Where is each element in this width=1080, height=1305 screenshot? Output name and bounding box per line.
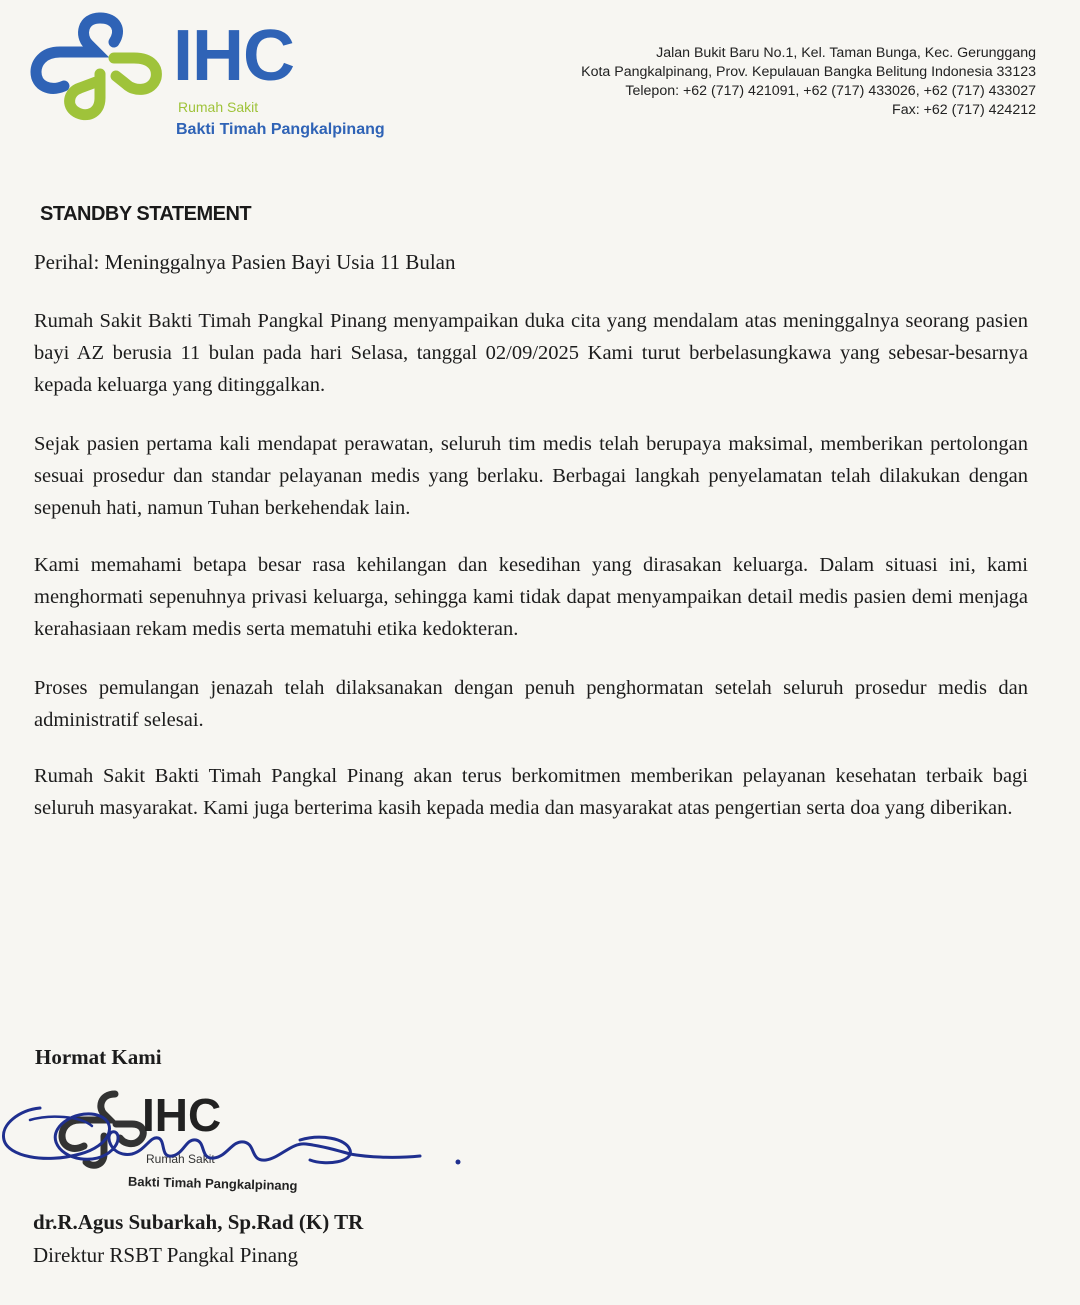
- document-title: STANDBY STATEMENT: [40, 203, 252, 225]
- hospital-name: Bakti Timah Pangkalpinang: [176, 121, 385, 138]
- body-paragraph: Rumah Sakit Bakti Timah Pangkal Pinang akan terus berkomitmen memberikan pelayanan kesehatan terbaik bagi seluruh masyarakat. Kami juga berterima kasih kepada media dan masyarakat atas pengertian serta doa yang diberikan.: [34, 765, 1028, 819]
- closing-salutation: Hormat Kami: [35, 1045, 162, 1069]
- address-line: Jalan Bukit Baru No.1, Kel. Taman Bunga, Kec. Gerunggang: [656, 45, 1036, 61]
- address-line: Telepon: +62 (717) 421091, +62 (717) 433026, +62 (717) 433027: [625, 83, 1036, 99]
- hospital-address: [581, 44, 1036, 120]
- stamp-hospital-name: Bakti Timah Pangkalpinang: [127, 1173, 298, 1194]
- address-line: Fax: +62 (717) 424212: [892, 102, 1036, 118]
- logo-wordmark: IHC: [173, 16, 294, 96]
- logo-subtitle: Rumah Sakit: [178, 99, 259, 115]
- body-paragraph: Proses pemulangan jenazah telah dilaksanakan dengan penuh penghormatan setelah seluruh prosedur medis dan administratif selesai.: [34, 677, 1028, 731]
- signer-title: Direktur RSBT Pangkal Pinang: [33, 1243, 299, 1267]
- ihc-cross-logo-icon: [30, 12, 170, 127]
- body-paragraph: Sejak pasien pertama kali mendapat perawatan, seluruh tim medis telah berupaya maksimal, memberikan pertolongan sesuai prosedur dan standar pelayanan medis yang berlaku. Berbagai langkah penyelamatan telah dilakukan dengan sepenuh hati, namun Tuhan berkehendak lain.: [34, 433, 1028, 519]
- body-paragraph: Kami memahami betapa besar rasa kehilangan dan kesedihan yang dirasakan keluarga. Dalam situasi ini, kami menghormati sepenuhnya privasi keluarga, sehingga kami tidak dapat menyampaikan detail medis pasien demi menjaga kerahasiaan rekam medis serta mematuhi etika kedokteran.: [34, 554, 1028, 640]
- document-subject: Perihal: Meninggalnya Pasien Bayi Usia 11 Bulan: [34, 250, 456, 274]
- signature-stamp: [0, 1080, 480, 1210]
- handwritten-signature-icon: [0, 1080, 480, 1210]
- hospital-logo: [30, 12, 430, 137]
- signer-name: dr.R.Agus Subarkah, Sp.Rad (K) TR: [33, 1210, 364, 1234]
- stamp-wordmark: IHC: [142, 1089, 222, 1141]
- body-paragraph: Rumah Sakit Bakti Timah Pangkal Pinang menyampaikan duka cita yang mendalam atas meninggalnya seorang pasien bayi AZ berusia 11 bulan pada hari Selasa, tanggal 02/09/2025 Kami turut berbelasungkawa yang sebesar-besarnya kepada keluarga yang ditinggalkan.: [34, 310, 1028, 396]
- address-line: Kota Pangkalpinang, Prov. Kepulauan Bangka Belitung Indonesia 33123: [581, 64, 1036, 80]
- stamp-subtitle: Rumah Sakit: [146, 1152, 215, 1166]
